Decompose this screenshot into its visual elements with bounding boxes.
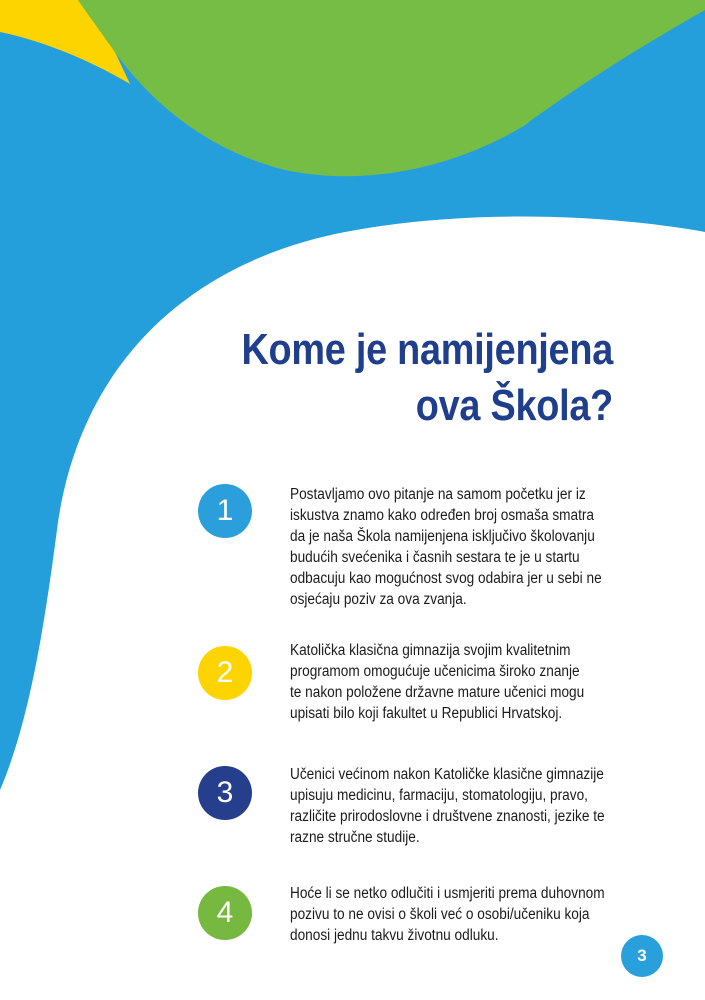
number-badge-2: 2 bbox=[198, 646, 252, 700]
page-number-badge: 3 bbox=[621, 935, 663, 977]
item-4-line-1: Hoće li se netko odlučiti i usmjeriti prema duhovnom bbox=[290, 885, 605, 902]
item-3-text bbox=[290, 764, 607, 848]
item-2-line-1: Katolička klasična gimnazija svojim kvalitetnim bbox=[290, 642, 571, 659]
item-1-text bbox=[290, 484, 607, 610]
number-badge-4: 4 bbox=[198, 886, 252, 940]
item-1-line-4: budućih svećenika i časnih sestara te je u startu bbox=[290, 549, 580, 566]
item-1-line-2: iskustva znamo kako određen broj osmaša smatra bbox=[290, 507, 595, 524]
title-line-1: Kome je namijenjena bbox=[241, 325, 613, 374]
item-2-line-2: programom omogućuje učenicima široko znanje bbox=[290, 663, 580, 680]
item-1-line-1: Postavljamo ovo pitanje na samom početku jer iz bbox=[290, 486, 586, 503]
item-3-line-1: Učenici većinom nakon Katoličke klasične gimnazije bbox=[290, 766, 604, 783]
item-4-line-2: pozivu to ne ovisi o školi već o osobi/učeniku koja bbox=[290, 906, 590, 923]
item-1-line-3: da je naša Škola namijenjena isključivo školovanju bbox=[290, 528, 595, 545]
item-1-line-5: odbacuju kao mogućnost svog odabira jer u sebi ne bbox=[290, 570, 602, 587]
item-4-line-3: donosi jednu takvu životnu odluku. bbox=[290, 927, 499, 944]
title-line-2: ova Škola? bbox=[415, 381, 613, 430]
number-badge-1: 1 bbox=[198, 484, 252, 538]
item-1-line-6: osjećaju poziv za ova zvanja. bbox=[290, 591, 467, 608]
item-2-text bbox=[290, 640, 607, 724]
page-title bbox=[131, 322, 613, 434]
item-3-line-2: upisuju medicinu, farmaciju, stomatologiju, pravo, bbox=[290, 787, 588, 804]
number-badge-3: 3 bbox=[198, 766, 252, 820]
item-3-line-4: razne stručne studije. bbox=[290, 829, 420, 846]
item-3-line-3: različite prirodoslovne i društvene znanosti, jezike te bbox=[290, 808, 605, 825]
item-2-line-3: te nakon položene državne mature učenici mogu bbox=[290, 684, 585, 701]
item-2-line-4: upisati bilo koji fakultet u Republici Hrvatskoj. bbox=[290, 705, 563, 722]
item-4-text bbox=[290, 883, 607, 946]
